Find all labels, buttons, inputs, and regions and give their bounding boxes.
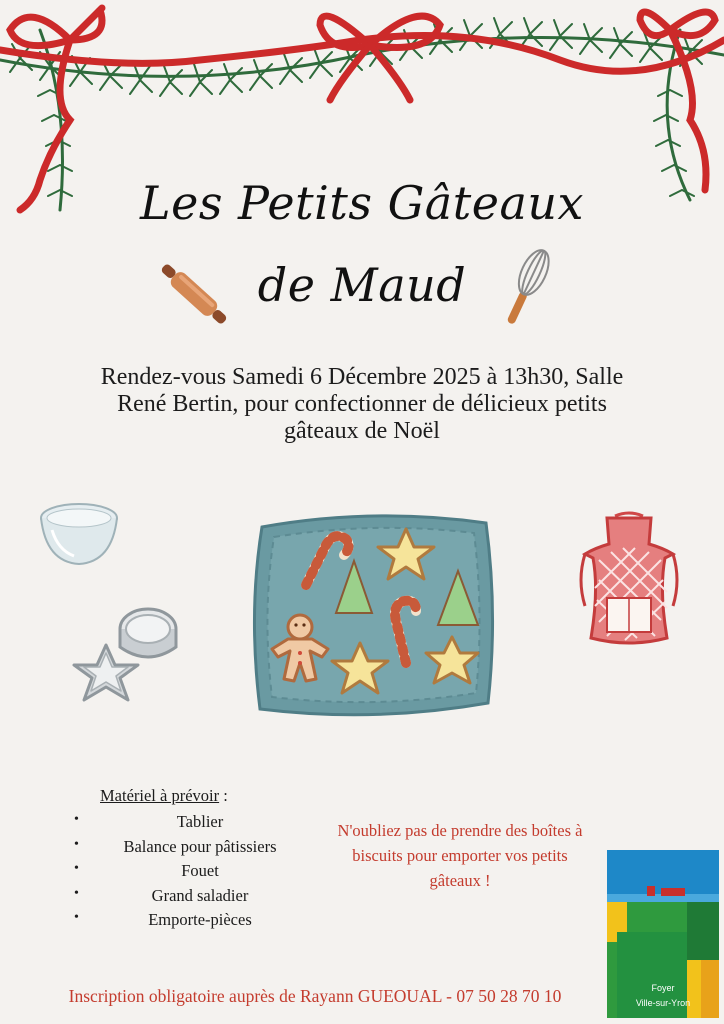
materials-section — [70, 786, 310, 935]
cookie-cutters-icon — [70, 595, 185, 715]
registration-info: Inscription obligatoire auprès de Rayann GUEOUAL - 07 50 28 70 10 — [68, 986, 562, 1006]
whisk-icon — [500, 245, 555, 330]
title-line-1: Les Petits Gâteaux — [140, 176, 584, 230]
reminder-text: N'oubliez pas de prendre des boîtes à biscuits pour emporter vos petits gâteaux ! — [337, 821, 583, 890]
intro-text: Rendez-vous Samedi 6 Décembre 2025 à 13h30, Salle René Bertin, pour confectionner de délicieux petits gâteaux de Noël — [100, 364, 624, 444]
list-item: • Fouet — [74, 861, 219, 880]
cookie-tray-icon — [248, 503, 500, 725]
list-item: • Tablier — [74, 812, 224, 831]
list-item: • Emporte-pièces — [74, 910, 252, 929]
mixing-bowl-icon — [38, 500, 120, 568]
logo-text-foyer: Foyer — [651, 983, 675, 993]
apron-icon — [577, 510, 681, 650]
materials-heading: Matériel à prévoir : — [100, 786, 228, 805]
rolling-pin-icon — [155, 255, 233, 333]
materials-list — [70, 812, 310, 935]
list-item: • Grand saladier — [74, 885, 249, 905]
title-line-2: de Maud — [257, 258, 467, 312]
list-item: • Balance pour pâtissiers — [74, 836, 277, 856]
logo-text-village: Ville-sur-Yron — [635, 998, 691, 1008]
